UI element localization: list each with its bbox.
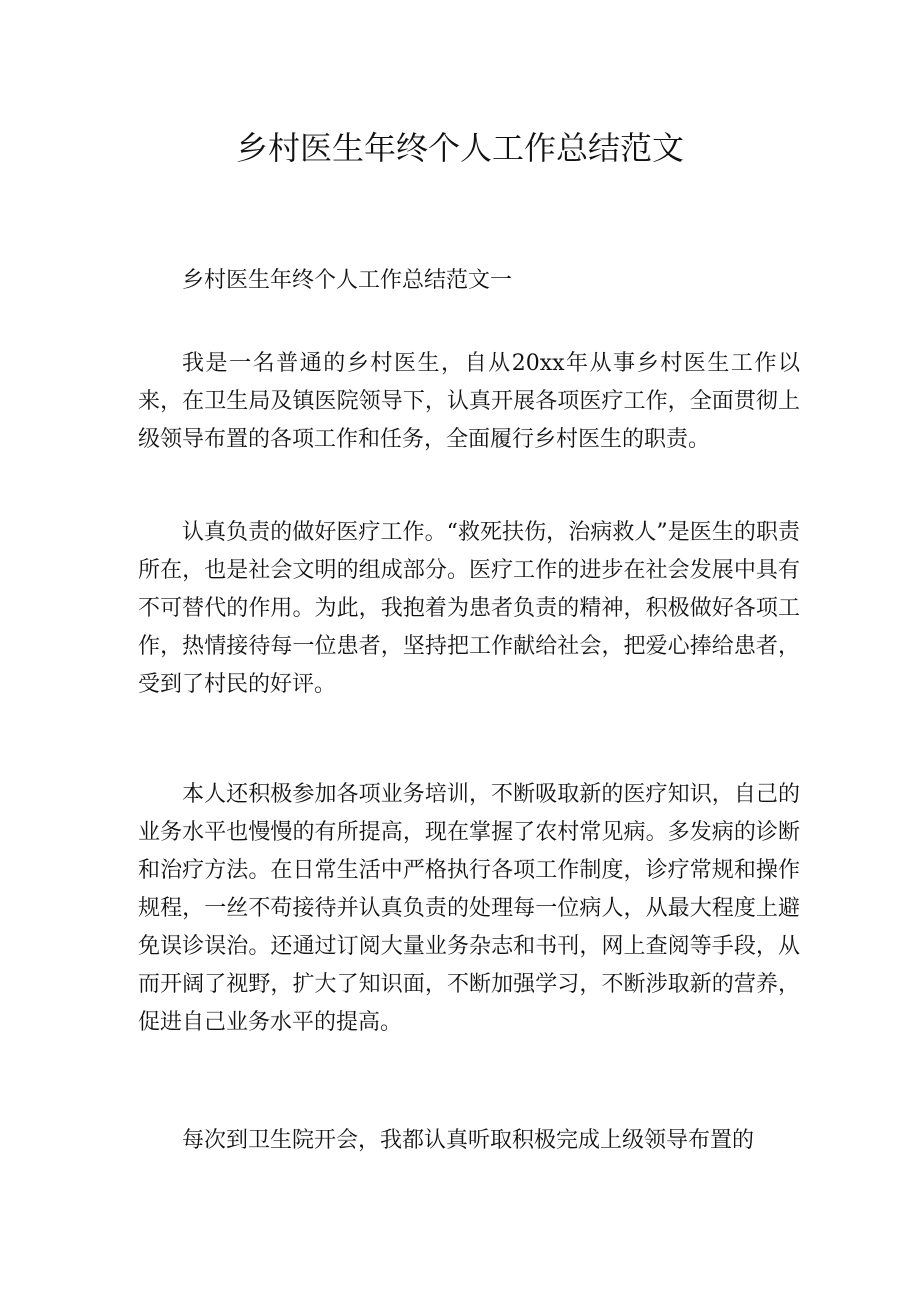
paragraph-4: 每次到卫生院开会，我都认真听取积极完成上级领导布置的: [182, 1128, 755, 1153]
paragraph-1: 我是一名普通的乡村医生，自从20xx年从事乡村医生工作以来，在卫生局及镇医院领导下，认真开展各项医疗工作，全面贯彻上级领导布置的各项工作和任务，全面履行乡村医生的职责。: [138, 351, 800, 452]
document-title: 乡村医生年终个人工作总结范文: [235, 129, 684, 167]
paragraph-2: 认真负责的做好医疗工作。“救死扶伤，治病救人”是医生的职责所在，也是社会文明的组成部分。医疗工作的进步在社会发展中具有不可替代的作用。为此，我抱着为患者负责的精神，积极做好各项工作，热情接待每一位患者，坚持把工作献给社会，把爱心捧给患者，受到了村民的好评。: [138, 520, 800, 697]
paragraph-3: 本人还积极参加各项业务培训，不断吸取新的医疗知识，自己的业务水平也慢慢的有所提高，现在掌握了农村常见病。多发病的诊断和治疗方法。在日常生活中严格执行各项工作制度，诊疗常规和操作规程，一丝不苟接待并认真负责的处理每一位病人，从最大程度上避免误诊误治。还通过订阅大量业务杂志和书刊，网上查阅等手段，从而开阔了视野，扩大了知识面，不断加强学习，不断涉取新的营养，促进自己业务水平的提高。: [138, 782, 800, 1035]
section-subheading: 乡村医生年终个人工作总结范文一: [182, 268, 513, 293]
